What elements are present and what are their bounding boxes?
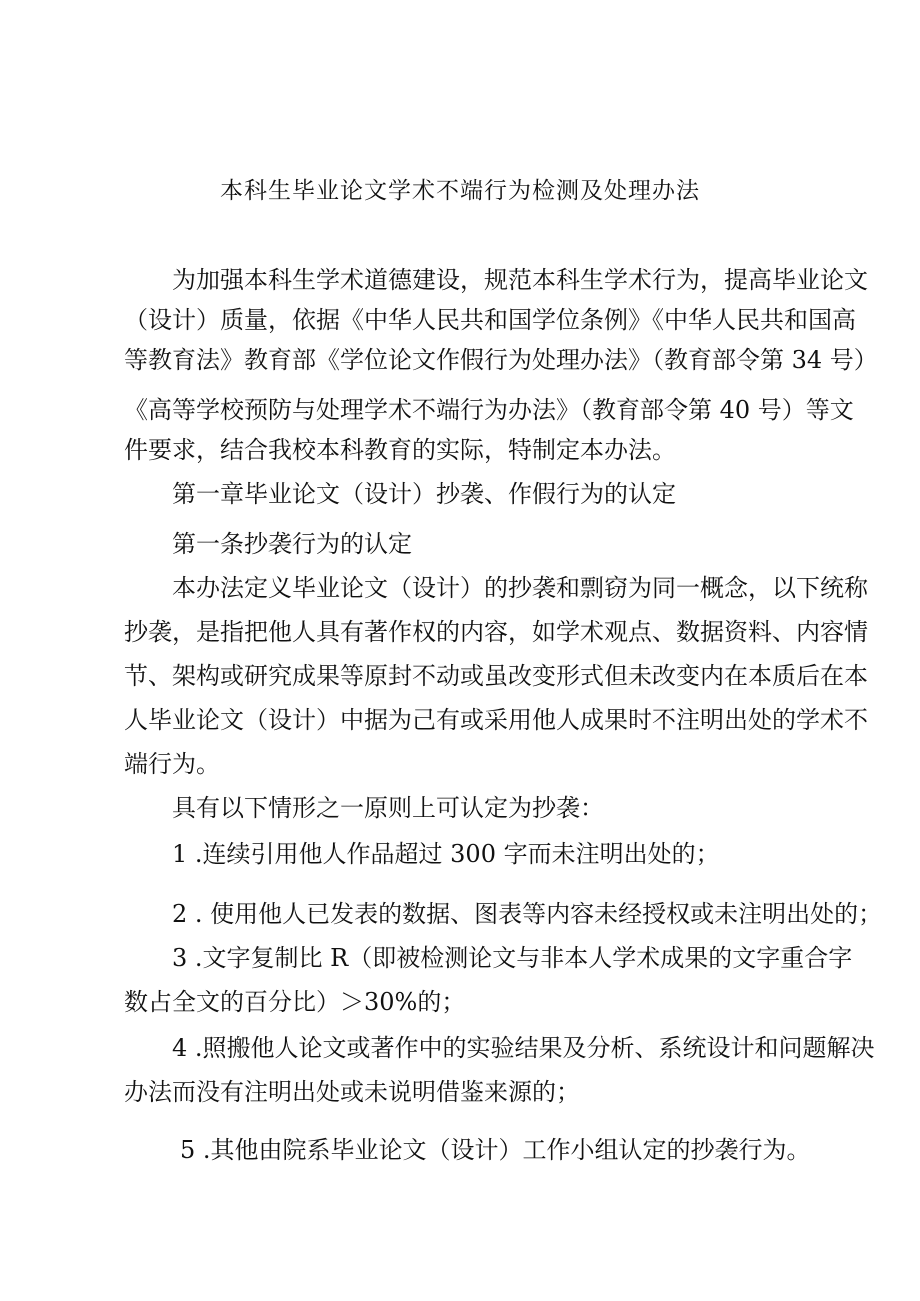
article-heading: 第一条抄袭行为的认定 xyxy=(172,530,412,558)
paragraph-line: （设计）质量，依据《中华人民共和国学位条例》《中华人民共和国高 xyxy=(124,306,856,334)
paragraph-line: 人毕业论文（设计）中据为己有或采用他人成果时不注明出处的学术不 xyxy=(124,706,868,734)
paragraph-line: 抄袭，是指把他人具有著作权的内容，如学术观点、数据资料、内容情 xyxy=(124,618,868,646)
paragraph-line: 等教育法》教育部《学位论文作假行为处理办法》（教育部令第 34 号） xyxy=(124,346,878,374)
paragraph-line: 件要求，结合我校本科教育的实际，特制定本办法。 xyxy=(124,436,676,464)
chapter-heading: 第一章毕业论文（设计）抄袭、作假行为的认定 xyxy=(172,480,676,508)
paragraph-line: 节、架构或研究成果等原封不动或虽改变形式但未改变内在本质后在本 xyxy=(124,662,868,690)
list-item: 4 .照搬他人论文或著作中的实验结果及分析、系统设计和问题解决 xyxy=(172,1034,875,1062)
list-item-continuation: 办法而没有注明出处或未说明借鉴来源的； xyxy=(124,1078,580,1106)
paragraph-line: 《高等学校预防与处理学术不端行为办法》（教育部令第 40 号）等文 xyxy=(124,396,854,424)
list-item: 1 .连续引用他人作品超过 300 字而未注明出处的； xyxy=(172,840,720,868)
list-intro: 具有以下情形之一原则上可认定为抄袭： xyxy=(172,794,604,822)
paragraph-line: 端行为。 xyxy=(124,750,220,778)
paragraph-line: 本办法定义毕业论文（设计）的抄袭和剽窃为同一概念，以下统称 xyxy=(172,574,868,602)
list-item: 2 . 使用他人已发表的数据、图表等内容未经授权或未注明出处的； xyxy=(172,900,883,928)
list-item-continuation: 数占全文的百分比）＞30%的； xyxy=(124,988,466,1016)
paragraph-line: 为加强本科生学术道德建设，规范本科生学术行为，提高毕业论文 xyxy=(172,266,868,294)
list-item: 5 .其他由院系毕业论文（设计）工作小组认定的抄袭行为。 xyxy=(180,1136,811,1164)
list-item: 3 .文字复制比 R（即被检测论文与非本人学术成果的文字重合字 xyxy=(172,944,853,972)
document-title: 本科生毕业论文学术不端行为检测及处理办法 xyxy=(220,178,700,204)
